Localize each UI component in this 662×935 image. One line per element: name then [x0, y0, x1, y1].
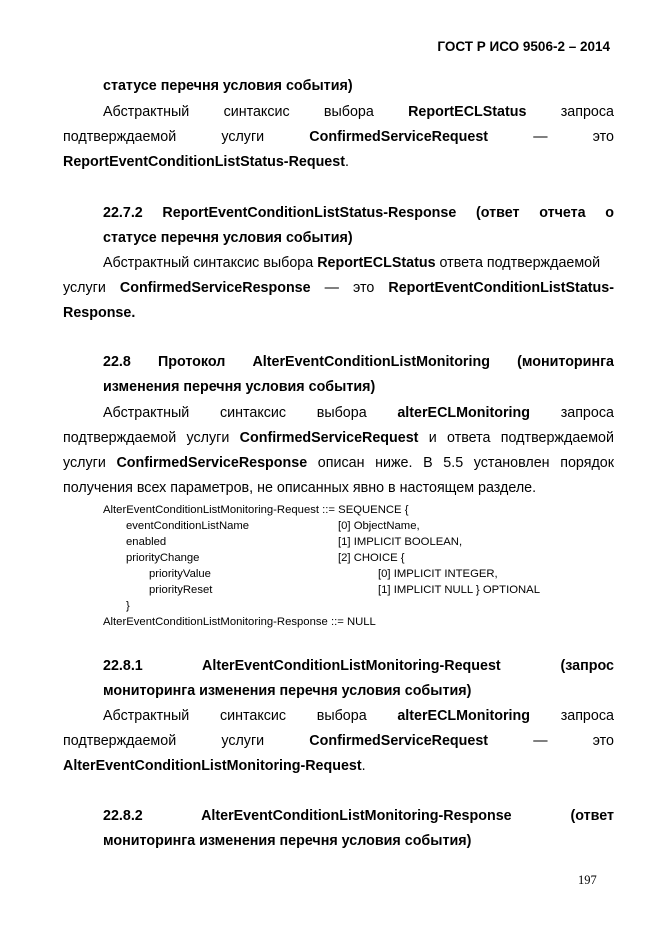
code-field-name: priorityChange	[126, 552, 200, 564]
section-heading-continuation: мониторинга изменения перечня условия события)	[103, 833, 472, 849]
code-field-name: enabled	[126, 536, 167, 548]
code-field-type: [1] IMPLICIT BOOLEAN,	[338, 536, 463, 548]
paragraph-line: Абстрактный синтаксис выбора alterECLMonitoring запроса	[103, 405, 614, 421]
paragraph-line: услуги ConfirmedServiceResponse описан ниже. В 5.5 установлен порядок	[63, 455, 614, 471]
code-line: }	[126, 600, 130, 612]
paragraph-line: подтверждаемой услуги ConfirmedServiceRequest — это	[63, 129, 614, 145]
code-field-type: [1] IMPLICIT NULL } OPTIONAL	[378, 584, 540, 596]
paragraph-line: Абстрактный синтаксис выбора ReportECLStatus ответа подтверждаемой	[103, 255, 601, 271]
code-field-type: [0] IMPLICIT INTEGER,	[378, 568, 498, 580]
paragraph-line: Response.	[63, 305, 136, 321]
code-field-name: eventConditionListName	[126, 520, 250, 532]
paragraph-line: получения всех параметров, не описанных явно в настоящем разделе.	[63, 480, 537, 496]
paragraph-line: Абстрактный синтаксис выбора alterECLMonitoring запроса	[103, 708, 614, 724]
section-heading-22-8: 22.8 Протокол AlterEventConditionListMonitoring (мониторинга	[103, 354, 614, 370]
code-field-name: priorityReset	[149, 584, 213, 596]
page-number: 197	[578, 873, 597, 887]
section-heading-continuation: статусе перечня условия события)	[103, 230, 353, 246]
section-heading-22-8-1: 22.8.1 AlterEventConditionListMonitoring-Request (запрос	[103, 658, 614, 674]
section-heading-22-8-2: 22.8.2 AlterEventConditionListMonitoring-Response (ответ	[103, 808, 614, 824]
code-line: AlterEventConditionListMonitoring-Request ::= SEQUENCE {	[103, 504, 409, 516]
section-heading-continuation: изменения перечня условия события)	[103, 379, 376, 395]
paragraph-line: услуги ConfirmedServiceResponse — это ReportEventConditionListStatus-	[63, 280, 614, 296]
paragraph-line: AlterEventConditionListMonitoring-Request.	[63, 758, 366, 774]
paragraph-line: ReportEventConditionListStatus-Request.	[63, 154, 349, 170]
code-line: AlterEventConditionListMonitoring-Response ::= NULL	[103, 616, 376, 628]
paragraph-line: Абстрактный синтаксис выбора ReportECLStatus запроса	[103, 104, 614, 120]
page-header: ГОСТ Р ИСО 9506-2 – 2014	[437, 39, 610, 54]
code-field-type: [2] CHOICE {	[338, 552, 405, 564]
section-heading-continuation: мониторинга изменения перечня условия события)	[103, 683, 472, 699]
paragraph-line: подтверждаемой услуги ConfirmedServiceRequest и ответа подтверждаемой	[63, 430, 614, 446]
paragraph-line: подтверждаемой услуги ConfirmedServiceRequest — это	[63, 733, 614, 749]
section-title-continuation: статусе перечня условия события)	[103, 78, 353, 94]
section-heading-22-7-2: 22.7.2 ReportEventConditionListStatus-Response (ответ отчета о	[103, 205, 614, 221]
code-field-name: priorityValue	[149, 568, 211, 580]
code-field-type: [0] ObjectName,	[338, 520, 420, 532]
